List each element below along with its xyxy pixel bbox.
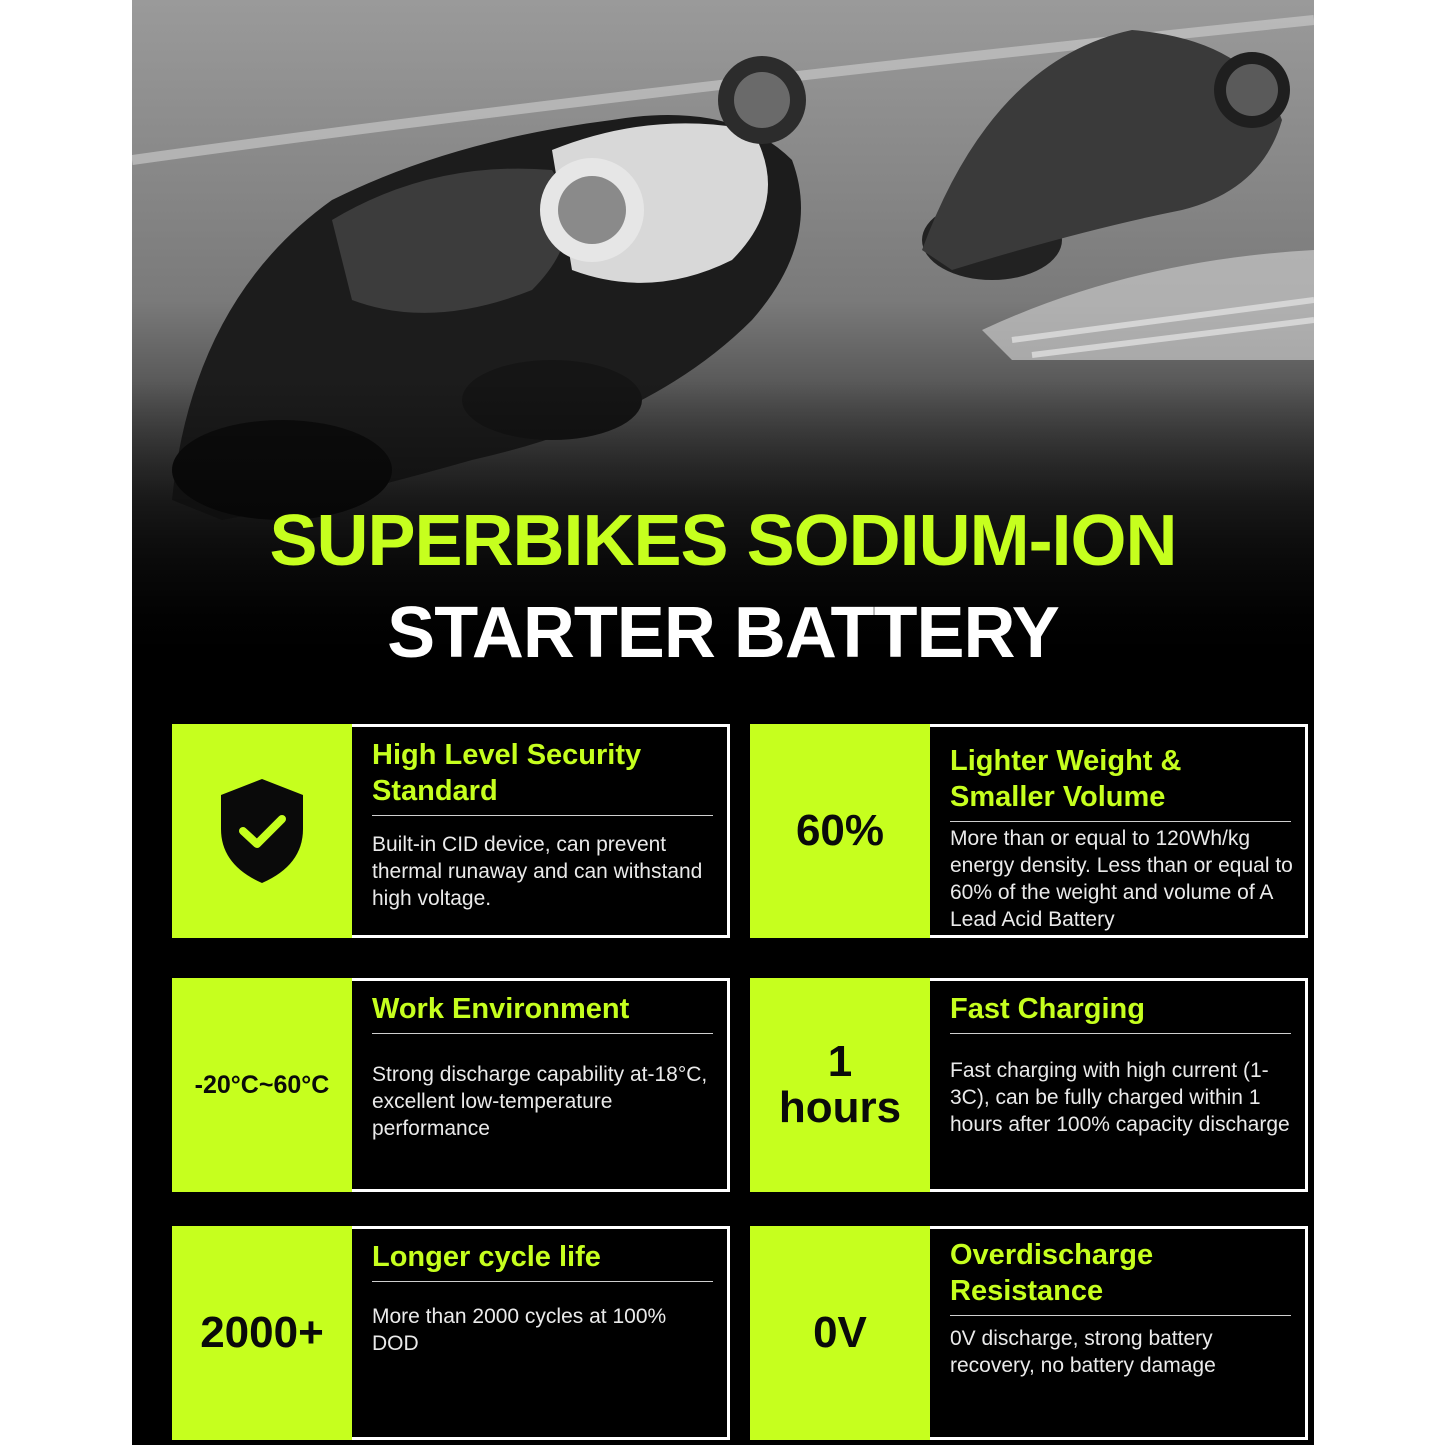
feature-title: Work Environment <box>372 991 713 1034</box>
feature-value-number: 1 <box>827 1037 853 1086</box>
feature-description: More than or equal to 120Wh/kg energy density. Less than or equal to 60% of the weight and volume of A Lead Acid Battery <box>950 827 1293 931</box>
shield-check-icon <box>219 777 305 885</box>
feature-description: Strong discharge capability at-18°C, excellent low-temperature performance <box>372 1063 708 1140</box>
feature-title: Overdischarge Resistance <box>950 1237 1291 1316</box>
feature-description: Built-in CID device, can prevent thermal runaway and can withstand high voltage. <box>372 833 703 910</box>
feature-title: Lighter Weight & Smaller Volume <box>950 743 1291 822</box>
feature-value: -20°C~60°C <box>172 978 352 1192</box>
feature-value: 60% <box>750 724 930 938</box>
feature-text <box>352 1226 730 1440</box>
feature-card-overdischarge <box>750 1226 1308 1440</box>
feature-card-environment <box>172 978 730 1192</box>
feature-description: Fast charging with high current (1-3C), can be fully charged within 1 hours after 100% capacity discharge <box>950 1059 1290 1136</box>
feature-text <box>930 724 1308 938</box>
feature-description: More than 2000 cycles at 100% DOD <box>372 1305 667 1355</box>
feature-text <box>352 724 730 938</box>
title-line-2: STARTER BATTERY <box>387 593 1059 668</box>
feature-text <box>352 978 730 1192</box>
feature-text <box>930 1226 1308 1440</box>
feature-value: 0V <box>750 1226 930 1440</box>
feature-value-unit: hours <box>778 1083 902 1132</box>
feature-title: Longer cycle life <box>372 1239 713 1282</box>
feature-description: 0V discharge, strong battery recovery, no battery damage <box>950 1327 1216 1377</box>
feature-value <box>172 724 352 938</box>
feature-card-charging <box>750 978 1308 1192</box>
feature-card-security <box>172 724 730 938</box>
feature-value <box>750 978 930 1192</box>
feature-card-cycle-life <box>172 1226 730 1440</box>
hero-photo <box>132 0 1314 668</box>
feature-text <box>930 978 1308 1192</box>
feature-value: 2000+ <box>172 1226 352 1440</box>
poster <box>132 0 1314 1445</box>
feature-title: Fast Charging <box>950 991 1291 1034</box>
feature-title: High Level Security Standard <box>372 737 713 816</box>
feature-card-weight <box>750 724 1308 938</box>
title-line-1: SUPERBIKES SODIUM-ION <box>269 501 1177 581</box>
